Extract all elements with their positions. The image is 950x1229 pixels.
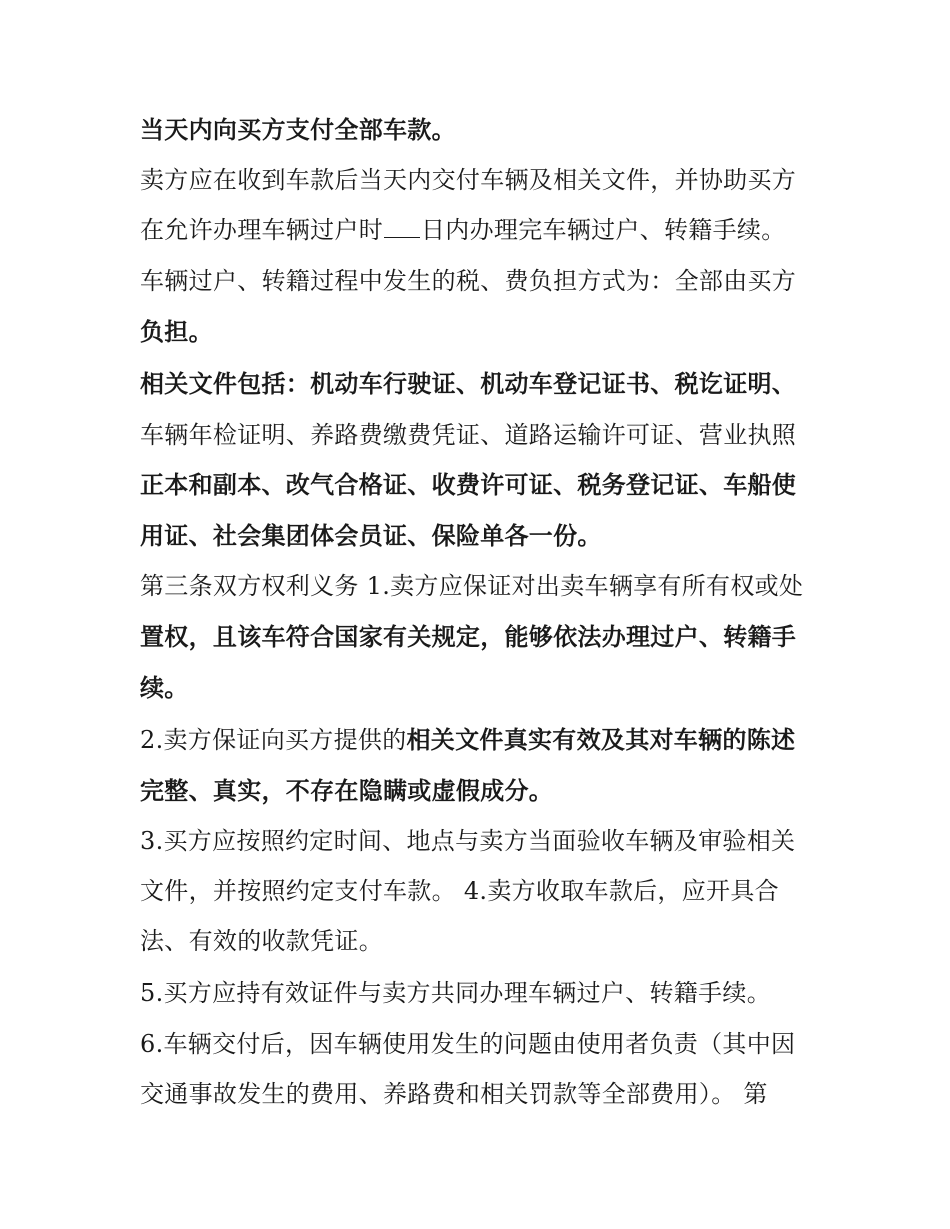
text-line: 3.买方应按照约定时间、地点与卖方当面验收车辆及审验相关 xyxy=(140,827,796,855)
text-line: 文件，并按照约定支付车款。 4.卖方收取车款后，应开具合 xyxy=(140,877,779,905)
text-line-mixed xyxy=(140,720,830,760)
text-line: 车辆过户、转籍过程中发生的税、费负担方式为：全部由买方 xyxy=(140,267,797,295)
text-line: 6.车辆交付后，因车辆使用发生的问题由使用者负责（其中因 xyxy=(140,1030,796,1058)
text-line: 当天内向买方支付全部车款。 xyxy=(140,116,456,144)
fill-in-blank xyxy=(384,215,420,238)
text-line: 车辆年检证明、养路费缴费凭证、道路运输许可证、营业执照 xyxy=(140,421,797,449)
text-line: 置权，且该车符合国家有关规定，能够依法办理过户、转籍手 xyxy=(140,623,797,651)
text-line: 交通事故发生的费用、养路费和相关罚款等全部费用）。 第 xyxy=(140,1080,768,1108)
text-line: 用证、社会集团体会员证、保险单各一份。 xyxy=(140,522,602,550)
text-segment: 2.卖方保证向买方提供的 xyxy=(140,726,407,754)
text-line: 5.买方应持有效证件与卖方共同办理车辆过户、转籍手续。 xyxy=(140,979,771,1007)
text-line: 负担。 xyxy=(140,318,213,346)
text-line: 正本和副本、改气合格证、收费许可证、税务登记证、车船使 xyxy=(140,471,797,499)
text-line: 卖方应在收到车款后当天内交付车辆及相关文件，并协助买方 xyxy=(140,166,797,194)
text-line: 第三条双方权利义务 1.卖方应保证对出卖车辆享有所有权或处 xyxy=(140,572,804,600)
text-line: 法、有效的收款凭证。 xyxy=(140,927,383,955)
text-line: 续。 xyxy=(140,674,189,702)
text-line-with-blank xyxy=(140,210,830,250)
text-line: 完整、真实，不存在隐瞒或虚假成分。 xyxy=(140,777,554,805)
text-segment: 日内办理完车辆过户、转籍手续。 xyxy=(421,216,786,244)
text-segment: 相关文件真实有效及其对车辆的陈述 xyxy=(406,726,796,754)
text-line: 相关文件包括：机动车行驶证、机动车登记证书、税讫证明、 xyxy=(140,370,797,398)
text-segment: 在允许办理车辆过户时 xyxy=(140,216,383,244)
